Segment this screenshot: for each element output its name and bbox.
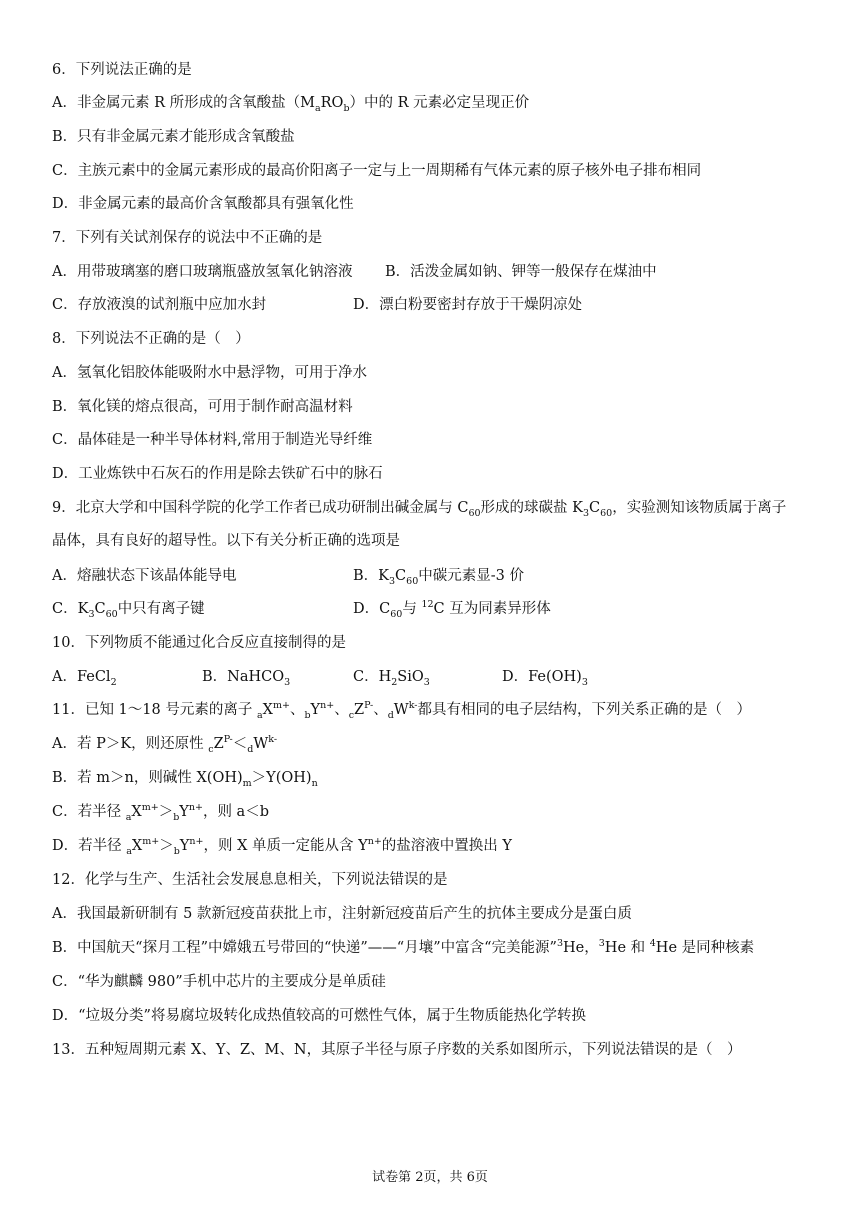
q9-stem-line1: 9．北京大学和中国科学院的化学工作者已成功研制出碱金属与 $C_{60}$形成的球碳盐 $K_3C_{60}$，实验测知该物质属于离子 (52, 500, 787, 519)
q9-stem-line2: 晶体，具有良好的超导性。以下有关分析正确的选项是 (52, 533, 400, 549)
q6-option-c: C．主族元素中的金属元素形成的最高价阳离子一定与上一周期稀有气体元素的原子核外电子排布相同 (52, 163, 702, 179)
q12-option-b: B．中国航天“探月工程”中嫦娥五号带回的“快递”——“月壤”中富含“完美能源”$^3$He，$^3$He 和 $^4$He 是同种核素 (52, 938, 755, 956)
q6-option-d: D．非金属元素的最高价含氧酸都具有强氧化性 (52, 196, 354, 212)
q8-stem: 8．下列说法不正确的是（ ） (52, 331, 250, 347)
q8-option-c: C．晶体硅是一种半导体材料,常用于制造光导纤维 (52, 432, 373, 448)
q12-option-a: A．我国最新研制有 5 款新冠疫苗获批上市，注射新冠疫苗后产生的抗体主要成分是蛋白质 (52, 906, 632, 922)
q6-stem: 6．下列说法正确的是 (52, 62, 192, 78)
q10-option-d: D．$Fe(OH)_3$ (502, 669, 588, 688)
q12-option-d: D．“垃圾分类”将易腐垃圾转化成热值较高的可燃性气体，属于生物质能热化学转换 (52, 1008, 586, 1024)
q6-option-b: B．只有非金属元素才能形成含氧酸盐 (52, 129, 295, 145)
q7-option-c: C．存放液溴的试剂瓶中应加水封 (52, 297, 267, 313)
page-footer: 试卷第 2页，共 6页 (372, 1170, 488, 1185)
q8-option-d: D．工业炼铁中石灰石的作用是除去铁矿石中的脉石 (52, 466, 383, 482)
q11-stem: 11．已知 1～18 号元素的离子 $_aX^{m+}$、$_bY^{n+}$、$_cZ^{P-}$、$_dW^{k-}$都具有相同的电子层结构，下列关系正确的是（ ） (52, 700, 752, 721)
q10-option-b: B．NaHCO$_3$ (202, 669, 291, 688)
q11-option-c: C．若半径 $_aX^{m+}>_bY^{n+}$，则 a＜b (52, 802, 269, 823)
q12-option-c: C．“华为麒麟 980”手机中芯片的主要成分是单质硅 (52, 974, 386, 990)
q11-option-a: A．若 P＞K，则还原性 $_cZ^{P-}<_dW^{k-}$ (52, 734, 278, 755)
q8-option-b: B．氧化镁的熔点很高，可用于制作耐高温材料 (52, 399, 353, 415)
q9-option-a: A．熔融状态下该晶体能导电 (52, 568, 237, 584)
q8-option-a: A．氢氧化铝胶体能吸附水中悬浮物，可用于净水 (52, 365, 367, 381)
q11-option-b: B．若 m＞n，则碱性 $X(OH)_m>Y(OH)_n$ (52, 770, 318, 789)
q10-option-a: A．FeCl$_2$ (52, 669, 117, 688)
q11-option-d: D．若半径 $_aX^{m+}>_bY^{n+}$，则 X 单质一定能从含 $Y^{n+}$的盐溶液中置换出 Y (52, 836, 512, 857)
q12-stem: 12．化学与生产、生活社会发展息息相关，下列说法错误的是 (52, 872, 448, 888)
q9-option-c: C．$K_3C_{60}$中只有离子键 (52, 601, 205, 620)
q10-stem: 10．下列物质不能通过化合反应直接制得的是 (52, 635, 346, 651)
q9-option-d: D．$C_{60}$与 $^{12}$C 互为同素异形体 (353, 599, 551, 620)
q7-option-d: D．漂白粉要密封存放于干燥阴凉处 (353, 297, 583, 313)
q13-stem: 13．五种短周期元素 X、Y、Z、M、N，其原子半径与原子序数的关系如图所示，下列说法错误的是（ ） (52, 1042, 742, 1058)
q7-option-b: B．活泼金属如钠、钾等一般保存在煤油中 (385, 264, 657, 280)
q7-stem: 7．下列有关试剂保存的说法中不正确的是 (52, 230, 323, 246)
q10-option-c: C．$H_2SiO_3$ (353, 669, 430, 688)
q9-option-b: B．$K_3C_{60}$中碳元素显-3 价 (353, 568, 524, 587)
q6-option-a: A．非金属元素 R 所形成的含氧酸盐$(M_aRO_b)$中的 R 元素必定呈现正价 (52, 95, 530, 114)
q7-option-a: A．用带玻璃塞的磨口玻璃瓶盛放氢氧化钠溶液 (52, 264, 353, 280)
